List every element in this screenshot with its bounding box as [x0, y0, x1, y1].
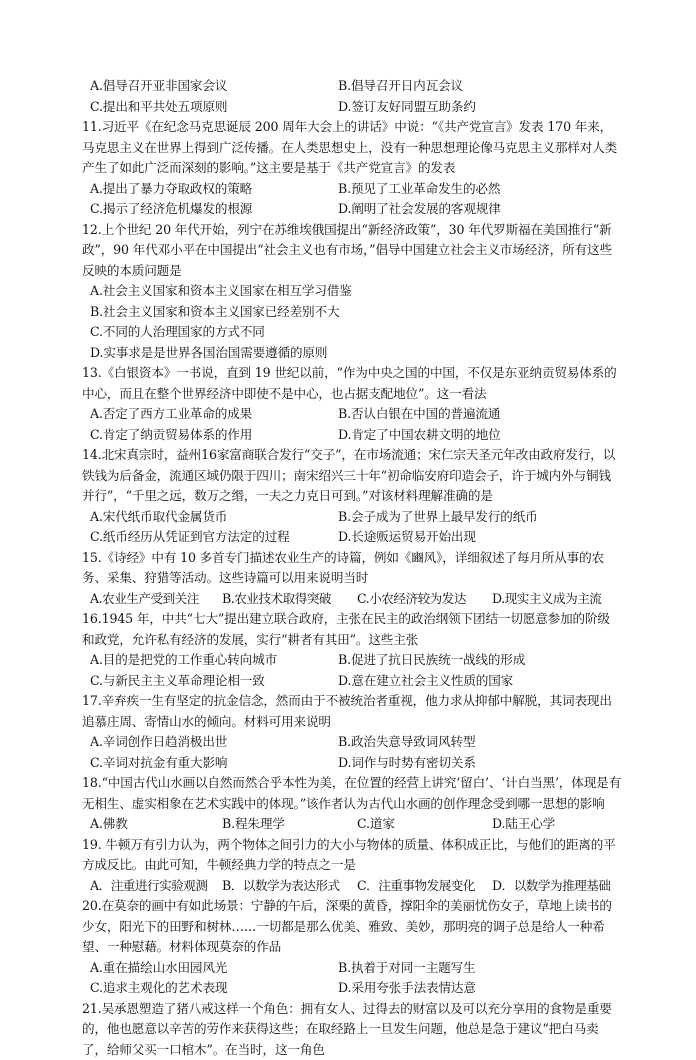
option-a: A.农业生产受到关注 [90, 589, 222, 610]
option-d: D.肯定了中国农耕文明的地位 [338, 425, 630, 446]
option-d: D.采用夸张手法表情达意 [338, 978, 630, 999]
question-13 [82, 363, 622, 445]
question-options [82, 507, 622, 548]
question-options [82, 650, 622, 691]
question-stem: 11.习近平《在纪念马克思诞辰 200 周年大会上的讲话》中说：“《共产党宣言》发表 170 年来，马克思主义在世界上得到广泛传播。在人类思想史上，没有一种思想理论像马克思主义那样对人类产生了如此广泛而深刻的影响。”这主要是基于《共产党宣言》的发表 [82, 117, 622, 179]
option-b: B.社会主义国家和资本主义国家已经差别不大 [90, 302, 622, 323]
option-a: A.重在描绘山水田园风光 [90, 958, 338, 979]
question-stem: 17.辛弃疾一生有坚定的抗金信念，然而由于不被统治者重视，他力求从抑郁中解脱，其词表现出追慕庄周、寄情山水的倾向。材料可用来说明 [82, 691, 622, 732]
option-b: B.执着于对同一主题写生 [338, 958, 630, 979]
question-options [82, 404, 622, 445]
question-19 [82, 835, 622, 897]
option-d: D.词作与时势有密切关系 [338, 753, 630, 774]
option-c: C.不同的人治理国家的方式不同 [90, 322, 622, 343]
question-options [82, 732, 622, 773]
question-18 [82, 773, 622, 835]
question-12 [82, 220, 622, 364]
question-stem: 14.北宋真宗时，益州16家富商联合发行“交子”，在市场流通；宋仁宗天圣元年改由政府发行，以铁钱为后备金，流通区域仍限于四川；南宋绍兴三十年“初命临安府印造会子，许于城内外与铜钱并行”，“千里之远，数万之缗，一夫之力克日可到。”对该材料理解准确的是 [82, 445, 622, 507]
option-d: D.长途贩运贸易开始出现 [338, 527, 630, 548]
option-d: D．以数学为推理基础 [492, 876, 630, 897]
option-c: C.揭示了经济危机爆发的根源 [90, 199, 338, 220]
option-d: D.阐明了社会发展的客观规律 [338, 199, 630, 220]
question-options [82, 179, 622, 220]
option-c: C.纸币经历从凭证到官方法定的过程 [90, 527, 338, 548]
option-a: A.目的是把党的工作重心转向城市 [90, 650, 338, 671]
question-21 [82, 999, 622, 1060]
question-options [82, 876, 622, 897]
option-b: B.促进了抗日民族统一战线的形成 [338, 650, 630, 671]
question-stem: 15.《诗经》中有 10 多首专门描述农业生产的诗篇，例如《豳风》，详细叙述了每月所从事的农务、采集、狩猎等活动。这些诗篇可以用来说明当时 [82, 548, 622, 589]
option-d: D.实事求是是世界各国治国需要遵循的原则 [90, 343, 622, 364]
question-16 [82, 609, 622, 691]
question-options [82, 589, 622, 610]
option-d: D.现实主义成为主流 [492, 589, 630, 610]
question-stem: 21.吴承恩塑造了猪八戒这样一个角色：拥有女人、过得去的财富以及可以充分享用的食物是重要的，他也愿意以辛苦的劳作来获得这些；在取经路上一旦发生问题，他总是急于建议“把白马卖了，给师父买一口棺木”。在当时，这一角色 [82, 999, 622, 1060]
q10-options [82, 76, 622, 117]
option-b: B.农业技术取得突破 [222, 589, 357, 610]
option-c: C.追求主观化的艺术表现 [90, 978, 338, 999]
question-stem: 13.《白银资本》一书说，直到 19 世纪以前，“作为中央之国的中国，不仅是东亚纳贡贸易体系的中心，而且在整个世界经济中即使不是中心，也占据支配地位”。这一看法 [82, 363, 622, 404]
option-c: C.肯定了纳贡贸易体系的作用 [90, 425, 338, 446]
question-14 [82, 445, 622, 548]
question-20 [82, 896, 622, 999]
question-stem: 12.上个世纪 20 年代开始，列宁在苏维埃俄国提出“新经济政策”，30 年代罗斯福在美国推行“新政”，90 年代邓小平在中国提出“社会主义也有市场，”倡导中国建立社会主义市场经济，所有这些反映的本质问题是 [82, 220, 622, 282]
option-a: A.宋代纸币取代金属货币 [90, 507, 338, 528]
q10-option-a: A.倡导召开亚非国家会议 [90, 76, 338, 97]
q10-option-c: C.提出和平共处五项原则 [90, 97, 338, 118]
option-c: C.道家 [357, 814, 492, 835]
question-stem: 20.在莫奈的画中有如此场景：宁静的午后，深栗的黄昏，撑阳伞的美丽忧伤女子，草地上读书的少女，阳光下的田野和树林……一切都是那么优美、雅致、美妙，那明亮的调子总是给人一种希望、一种慰藉。材料体现莫奈的作品 [82, 896, 622, 958]
question-17 [82, 691, 622, 773]
question-options [82, 958, 622, 999]
option-c: C.与新民主主义革命理论相一致 [90, 671, 338, 692]
question-stem: 18.“中国古代山水画以自然而然合乎本性为美，在位置的经营上讲究‘留白’、‘计白当黑’，体现是有无相生、虚实相象在艺术实践中的体现。”该作者认为古代山水画的创作理念受到哪一思想的影响 [82, 773, 622, 814]
q10-option-d: D.签订友好同盟互助条约 [338, 97, 630, 118]
option-a: A．注重进行实验观测 [90, 876, 222, 897]
option-b: B.政治失意导致词风转型 [338, 732, 630, 753]
option-c: C．注重事物发展变化 [357, 876, 492, 897]
option-b: B.会子成为了世界上最早发行的纸币 [338, 507, 630, 528]
question-options [82, 814, 622, 835]
exam-page [82, 76, 622, 1060]
question-options [82, 281, 622, 363]
option-d: D.陆王心学 [492, 814, 630, 835]
option-d: D.意在建立社会主义性质的国家 [338, 671, 630, 692]
question-stem: 16.1945 年，中共“七大”提出建立联合政府，主张在民主的政治纲领下团结一切愿意参加的阶级和政党，允许私有经济的发展，实行“耕者有其田”。这些主张 [82, 609, 622, 650]
option-b: B.程朱理学 [222, 814, 357, 835]
option-a: A.社会主义国家和资本主义国家在相互学习借鉴 [90, 281, 622, 302]
option-b: B.否认白银在中国的普遍流通 [338, 404, 630, 425]
option-b: B．以数学为表达形式 [222, 876, 357, 897]
option-c: C.小农经济较为发达 [357, 589, 492, 610]
option-a: A.辛词创作日趋消极出世 [90, 732, 338, 753]
option-a: A.否定了西方工业革命的成果 [90, 404, 338, 425]
question-15 [82, 548, 622, 610]
q10-option-b: B.倡导召开日内瓦会议 [338, 76, 630, 97]
question-11 [82, 117, 622, 220]
option-b: B.预见了工业革命发生的必然 [338, 179, 630, 200]
option-c: C.辛词对抗金有重大影响 [90, 753, 338, 774]
question-stem: 19. 牛顿万有引力认为，两个物体之间引力的大小与物体的质量、体积成正比，与他们的距离的平方成反比。由此可知，牛顿经典力学的特点之一是 [82, 835, 622, 876]
option-a: A.佛教 [90, 814, 222, 835]
option-a: A.提出了暴力夺取政权的策略 [90, 179, 338, 200]
